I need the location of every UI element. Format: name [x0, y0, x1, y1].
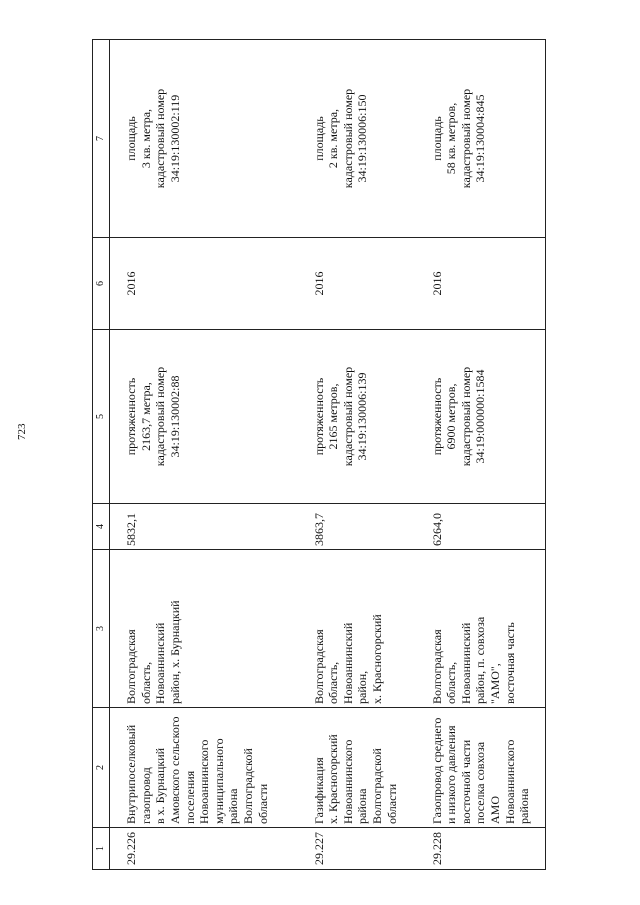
object-area-line: кадастровый номер	[458, 88, 473, 189]
table-row	[416, 40, 546, 870]
object-extent-line: 34:19:130006:139	[355, 372, 370, 461]
object-area-line: площадь	[124, 116, 138, 161]
object-name-cell	[416, 708, 546, 828]
object-name-line: Амовского сельского	[167, 716, 182, 824]
object-name-line: района	[355, 788, 370, 824]
object-location-line: район,	[355, 670, 370, 704]
object-location-cell	[110, 550, 298, 708]
object-value-cell: 3863,7	[298, 504, 416, 550]
object-location-line: район, х. Бурнацкий	[167, 600, 182, 704]
object-extent-line: протяженность	[124, 377, 138, 456]
object-location-line: район, п. совхоза	[473, 616, 488, 704]
property-table	[92, 39, 546, 870]
object-extent-line: 34:19:000000:1584	[473, 369, 488, 464]
object-name-cell	[110, 708, 298, 828]
object-name-line: в х. Бурнацкий	[153, 747, 168, 824]
object-year-cell: 2016	[416, 238, 546, 330]
column-number-row	[93, 40, 110, 870]
object-name-line: области	[384, 783, 399, 824]
column-header: 3	[93, 550, 110, 708]
object-area-cell	[416, 40, 546, 238]
object-name-line: и низкого давления	[444, 725, 459, 824]
row-number-cell: 29.226	[110, 828, 298, 870]
object-location-line: Новоаннинский	[458, 622, 473, 704]
object-name-line: Газопровод среднего	[429, 717, 444, 824]
object-name-line: Новоаннинского	[197, 739, 212, 824]
object-name-line: Газификация	[311, 757, 326, 824]
object-location-line: область,	[326, 661, 341, 704]
object-name-line: поселения	[182, 770, 197, 824]
object-location-line: область,	[138, 661, 153, 704]
object-area-cell	[298, 40, 416, 238]
object-area-line: 2 кв. метра,	[326, 108, 341, 169]
object-value-cell: 5832,1	[110, 504, 298, 550]
column-header: 7	[93, 40, 110, 238]
object-extent-line: протяженность	[429, 377, 444, 456]
object-location-line: область,	[444, 661, 459, 704]
object-area-line: кадастровый номер	[340, 88, 355, 189]
table-row	[110, 40, 298, 870]
object-extent-line: 2165 метров,	[326, 383, 341, 450]
object-name-cell	[298, 708, 416, 828]
object-area-line: кадастровый номер	[153, 88, 168, 189]
object-extent-cell	[110, 330, 298, 504]
object-name-line: Новоаннинского	[502, 739, 517, 824]
object-name-line: восточной части	[458, 739, 473, 824]
object-area-line: 34:19:130006:150	[355, 94, 370, 183]
object-location-line: Волгоградская	[124, 629, 138, 704]
object-year-cell: 2016	[110, 238, 298, 330]
object-name-line: Внутрипоселковый	[124, 724, 138, 824]
column-header: 4	[93, 504, 110, 550]
object-area-line: 58 кв. метров,	[444, 102, 459, 175]
object-extent-line: 6900 метров,	[444, 383, 459, 450]
object-area-line: 34:19:130004:845	[473, 94, 488, 183]
object-extent-cell	[416, 330, 546, 504]
object-area-line: площадь	[429, 116, 444, 161]
object-extent-line: 34:19:130002:88	[167, 375, 182, 458]
object-extent-cell	[298, 330, 416, 504]
object-location-line: "АМО",	[488, 663, 502, 704]
object-name-line: Новоаннинского	[340, 739, 355, 824]
object-location-cell	[298, 550, 416, 708]
object-extent-line: протяженность	[311, 377, 326, 456]
document-sheet	[16, 40, 550, 870]
object-location-line: х. Красногорский	[370, 614, 384, 704]
object-area-line: площадь	[311, 116, 326, 161]
object-area-line: 34:19:130002:119	[167, 94, 182, 183]
object-location-line: Волгоградская	[429, 629, 444, 704]
object-location-cell	[416, 550, 546, 708]
row-number-cell: 29.227	[298, 828, 416, 870]
row-number-cell: 29.228	[416, 828, 546, 870]
object-extent-line: кадастровый номер	[153, 366, 168, 467]
object-location-line: Новоаннинский	[153, 622, 168, 704]
page-number: 723	[16, 423, 28, 440]
column-header: 6	[93, 238, 110, 330]
object-name-line: Волгоградской	[241, 748, 255, 824]
column-header: 5	[93, 330, 110, 504]
object-name-line: Волгоградской	[370, 748, 384, 824]
object-name-line: муниципального	[211, 738, 226, 824]
column-header: 1	[93, 828, 110, 870]
object-extent-line: кадастровый номер	[340, 366, 355, 467]
object-area-line: 3 кв. метра,	[138, 108, 153, 169]
object-name-line: газопровод	[138, 767, 153, 824]
object-location-line: восточная часть	[502, 622, 517, 704]
object-extent-line: кадастровый номер	[458, 366, 473, 467]
object-name-line: района	[226, 788, 241, 824]
column-header: 2	[93, 708, 110, 828]
object-location-line: Новоаннинский	[340, 622, 355, 704]
table-row	[298, 40, 416, 870]
object-value-cell: 6264,0	[416, 504, 546, 550]
object-extent-line: 2163,7 метра,	[138, 382, 153, 451]
object-year-cell: 2016	[298, 238, 416, 330]
object-name-line: АМО	[488, 795, 502, 824]
object-location-line: Волгоградская	[311, 629, 326, 704]
object-name-line: области	[255, 783, 270, 824]
object-name-line: района	[517, 788, 532, 824]
object-name-line: х. Красногорский	[326, 734, 341, 824]
object-area-cell	[110, 40, 298, 238]
object-name-line: поселка совхоза	[473, 741, 488, 824]
